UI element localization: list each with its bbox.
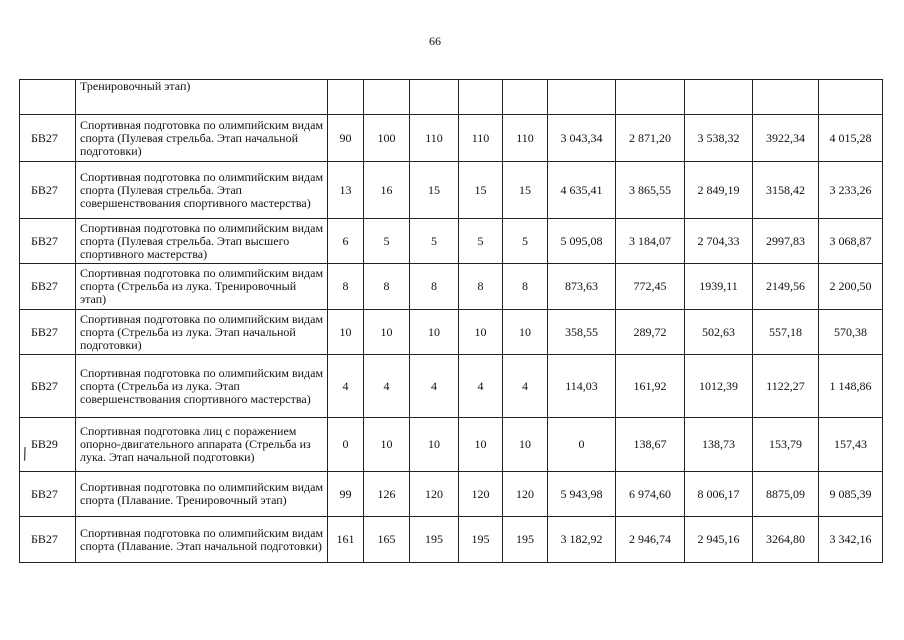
value-cell: 110 <box>459 115 503 162</box>
table-row <box>20 355 883 418</box>
value-cell: 3 865,55 <box>616 162 685 219</box>
value-cell: 10 <box>503 310 548 355</box>
value-cell: 100 <box>364 115 410 162</box>
value-cell: 358,55 <box>548 310 616 355</box>
value-cell: 5 <box>503 219 548 264</box>
table-row <box>20 219 883 264</box>
value-cell: 120 <box>459 472 503 517</box>
services-table <box>19 79 883 563</box>
handwritten-mark: / <box>19 443 30 464</box>
value-cell: 10 <box>503 418 548 472</box>
service-description-cell: Спортивная подготовка по олимпийским видам спорта (Стрельба из лука. Этап совершенствования спортивного мастерства) <box>76 355 328 418</box>
value-cell: 570,38 <box>819 310 883 355</box>
service-description-cell: Спортивная подготовка по олимпийским видам спорта (Пулевая стрельба. Этап высшего спортивного мастерства) <box>76 219 328 264</box>
service-description-cell: Спортивная подготовка по олимпийским видам спорта (Плавание. Этап начальной подготовки) <box>76 517 328 563</box>
value-cell: 2149,56 <box>753 264 819 310</box>
value-cell: 3 342,16 <box>819 517 883 563</box>
service-code-cell: БВ27 <box>20 219 76 264</box>
value-cell: 1939,11 <box>685 264 753 310</box>
value-cell: 1122,27 <box>753 355 819 418</box>
value-cell: 10 <box>364 310 410 355</box>
service-code-cell: БВ29 <box>20 418 76 472</box>
value-cell: 114,03 <box>548 355 616 418</box>
service-description-cell: Спортивная подготовка по олимпийским видам спорта (Пулевая стрельба. Этап начальной подготовки) <box>76 115 328 162</box>
value-cell: 10 <box>364 418 410 472</box>
value-cell <box>753 80 819 115</box>
table-body <box>20 80 883 563</box>
value-cell: 157,43 <box>819 418 883 472</box>
value-cell: 99 <box>328 472 364 517</box>
value-cell: 8 <box>328 264 364 310</box>
value-cell: 10 <box>459 418 503 472</box>
page-number: 66 <box>429 34 441 48</box>
value-cell: 8 <box>503 264 548 310</box>
value-cell: 4 <box>503 355 548 418</box>
table-row <box>20 472 883 517</box>
value-cell: 138,73 <box>685 418 753 472</box>
value-cell: 4 <box>410 355 459 418</box>
value-cell: 873,63 <box>548 264 616 310</box>
value-cell <box>819 80 883 115</box>
service-code-cell: БВ27 <box>20 517 76 563</box>
value-cell: 3264,80 <box>753 517 819 563</box>
value-cell: 6 974,60 <box>616 472 685 517</box>
value-cell: 161 <box>328 517 364 563</box>
value-cell: 126 <box>364 472 410 517</box>
value-cell: 2 945,16 <box>685 517 753 563</box>
value-cell: 2 200,50 <box>819 264 883 310</box>
value-cell: 3 043,34 <box>548 115 616 162</box>
service-code-cell: БВ27 <box>20 162 76 219</box>
service-description-cell: Спортивная подготовка по олимпийским видам спорта (Стрельба из лука. Этап начальной подготовки) <box>76 310 328 355</box>
value-cell: 5 <box>364 219 410 264</box>
value-cell: 4 <box>328 355 364 418</box>
value-cell: 5 <box>410 219 459 264</box>
value-cell <box>685 80 753 115</box>
value-cell: 1012,39 <box>685 355 753 418</box>
value-cell: 138,67 <box>616 418 685 472</box>
value-cell: 3 182,92 <box>548 517 616 563</box>
value-cell <box>503 80 548 115</box>
value-cell: 3 233,26 <box>819 162 883 219</box>
value-cell: 2 946,74 <box>616 517 685 563</box>
value-cell: 6 <box>328 219 364 264</box>
value-cell: 8 <box>364 264 410 310</box>
value-cell: 110 <box>503 115 548 162</box>
value-cell: 195 <box>410 517 459 563</box>
value-cell: 165 <box>364 517 410 563</box>
value-cell: 13 <box>328 162 364 219</box>
service-code-cell: БВ27 <box>20 115 76 162</box>
value-cell <box>410 80 459 115</box>
value-cell: 5 943,98 <box>548 472 616 517</box>
value-cell: 5 095,08 <box>548 219 616 264</box>
service-code-cell <box>20 80 76 115</box>
value-cell: 8875,09 <box>753 472 819 517</box>
table-row <box>20 80 883 115</box>
value-cell: 0 <box>328 418 364 472</box>
value-cell: 120 <box>410 472 459 517</box>
value-cell: 4 <box>364 355 410 418</box>
value-cell: 15 <box>503 162 548 219</box>
value-cell: 10 <box>328 310 364 355</box>
service-code-cell: БВ27 <box>20 264 76 310</box>
value-cell: 161,92 <box>616 355 685 418</box>
value-cell: 110 <box>410 115 459 162</box>
service-code-cell: БВ27 <box>20 355 76 418</box>
service-code-cell: БВ27 <box>20 472 76 517</box>
value-cell: 15 <box>410 162 459 219</box>
table-row <box>20 418 883 472</box>
value-cell: 2 849,19 <box>685 162 753 219</box>
table-row <box>20 115 883 162</box>
value-cell <box>364 80 410 115</box>
service-description-cell: Спортивная подготовка по олимпийским видам спорта (Пулевая стрельба. Этап совершенствования спортивного мастерства) <box>76 162 328 219</box>
table-row <box>20 310 883 355</box>
value-cell: 10 <box>459 310 503 355</box>
value-cell: 3158,42 <box>753 162 819 219</box>
table-row <box>20 162 883 219</box>
value-cell: 5 <box>459 219 503 264</box>
table-row <box>20 264 883 310</box>
value-cell <box>328 80 364 115</box>
value-cell: 153,79 <box>753 418 819 472</box>
value-cell: 15 <box>459 162 503 219</box>
value-cell: 3922,34 <box>753 115 819 162</box>
value-cell: 10 <box>410 418 459 472</box>
value-cell: 8 006,17 <box>685 472 753 517</box>
value-cell: 16 <box>364 162 410 219</box>
value-cell: 2 871,20 <box>616 115 685 162</box>
value-cell: 90 <box>328 115 364 162</box>
value-cell: 0 <box>548 418 616 472</box>
value-cell: 2 704,33 <box>685 219 753 264</box>
value-cell: 10 <box>410 310 459 355</box>
value-cell: 195 <box>503 517 548 563</box>
value-cell: 8 <box>459 264 503 310</box>
value-cell: 289,72 <box>616 310 685 355</box>
value-cell: 502,63 <box>685 310 753 355</box>
value-cell: 195 <box>459 517 503 563</box>
value-cell: 4 635,41 <box>548 162 616 219</box>
value-cell: 3 068,87 <box>819 219 883 264</box>
value-cell: 4 <box>459 355 503 418</box>
value-cell <box>459 80 503 115</box>
value-cell <box>548 80 616 115</box>
service-description-cell: Спортивная подготовка по олимпийским видам спорта (Стрельба из лука. Тренировочный этап) <box>76 264 328 310</box>
value-cell: 3 538,32 <box>685 115 753 162</box>
value-cell: 2997,83 <box>753 219 819 264</box>
value-cell: 1 148,86 <box>819 355 883 418</box>
service-description-cell: Спортивная подготовка лиц с поражением опорно-двигательного аппарата (Стрельба из лука. Этап начальной подготовки) <box>76 418 328 472</box>
value-cell: 4 015,28 <box>819 115 883 162</box>
value-cell: 3 184,07 <box>616 219 685 264</box>
value-cell: 9 085,39 <box>819 472 883 517</box>
service-code-cell: БВ27 <box>20 310 76 355</box>
value-cell: 120 <box>503 472 548 517</box>
value-cell: 772,45 <box>616 264 685 310</box>
value-cell <box>616 80 685 115</box>
service-description-cell: Тренировочный этап) <box>76 80 328 115</box>
value-cell: 8 <box>410 264 459 310</box>
service-description-cell: Спортивная подготовка по олимпийским видам спорта (Плавание. Тренировочный этап) <box>76 472 328 517</box>
value-cell: 557,18 <box>753 310 819 355</box>
table-row <box>20 517 883 563</box>
